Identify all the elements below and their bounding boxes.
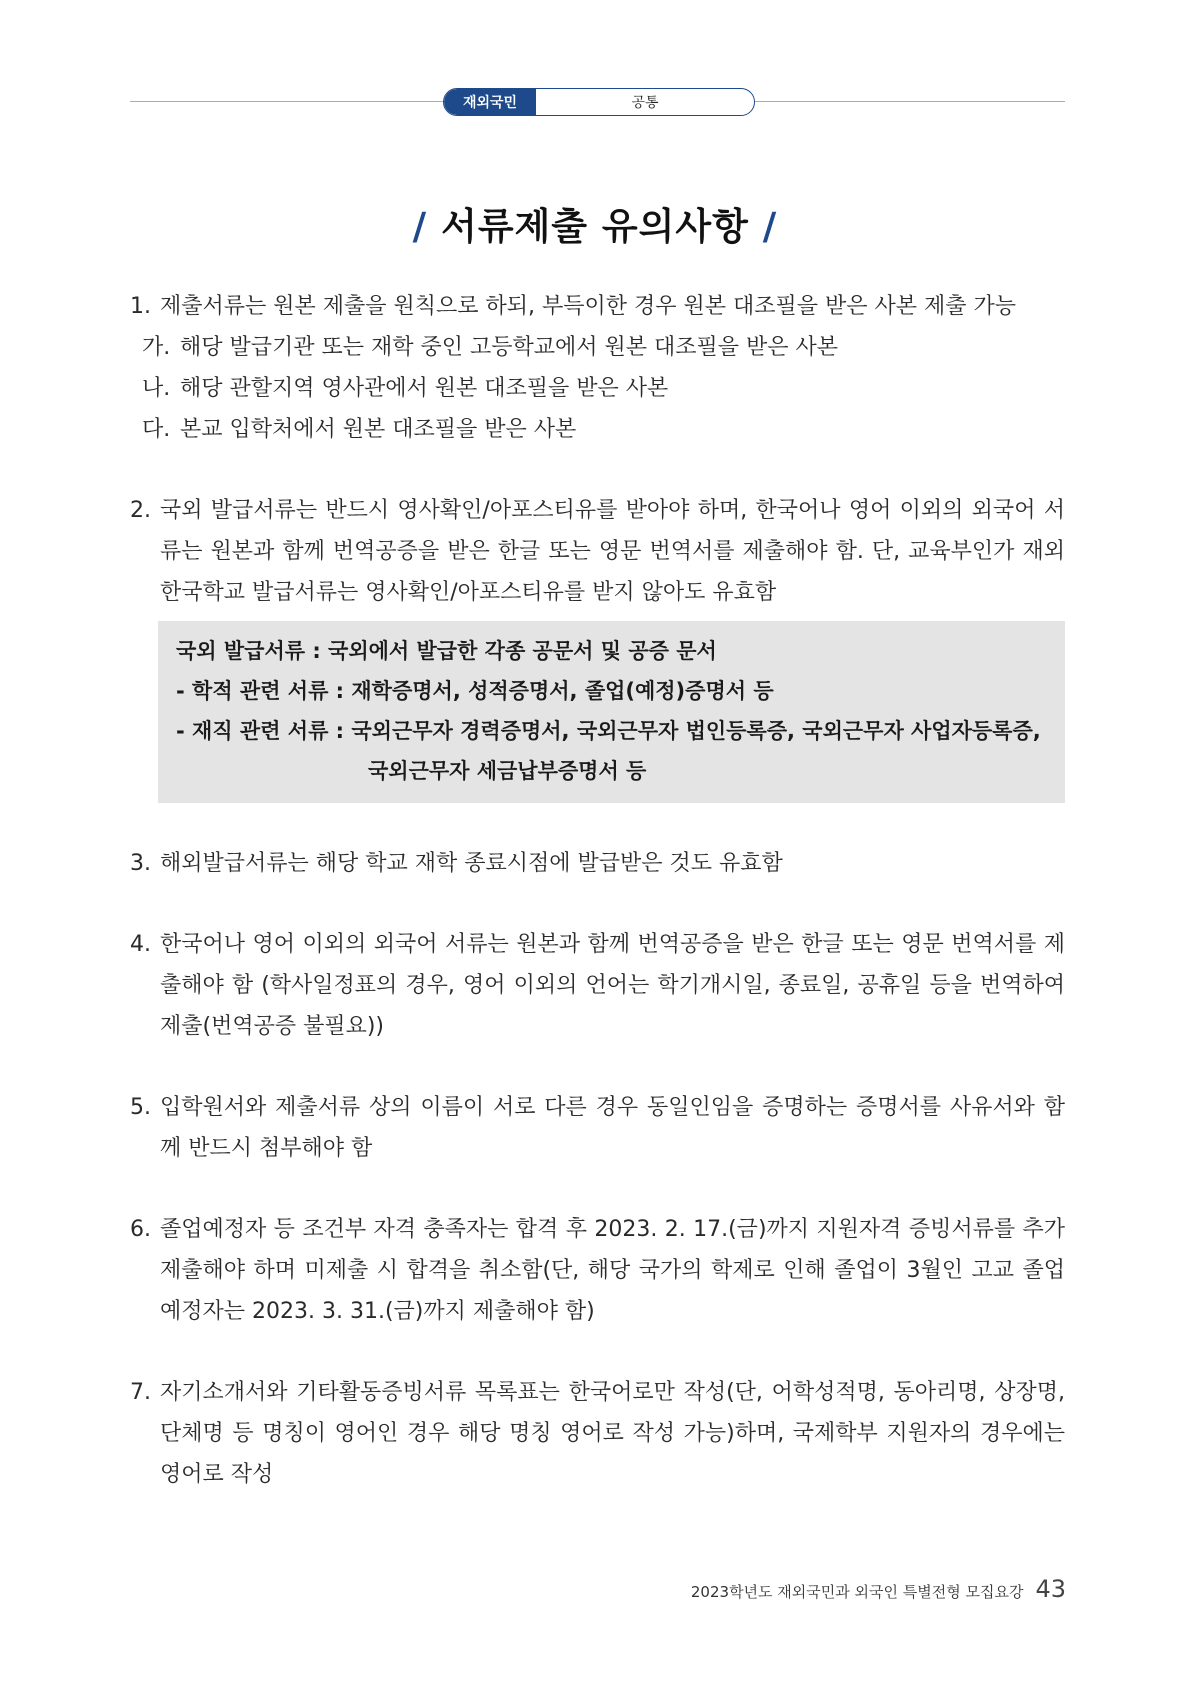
item-text: 해외발급서류는 해당 학교 재학 종료시점에 발급받은 것도 유효함 — [160, 851, 783, 876]
box-line-employment: - 재직 관련 서류 : 국외근무자 경력증명서, 국외근무자 법인등록증, 국외근무자 사업자등록증, — [176, 719, 1041, 743]
item-text: 자기소개서와 기타활동증빙서류 목록표는 한국어로만 작성(단, 어학성적명, 동아리명, 상장명, 단체명 등 명칭이 영어인 경우 해당 명칭 영어로 작성 가능)하며, 국제학부 지원자의 경우에는 영어로 작성 — [160, 1380, 1065, 1487]
item-text: 입학원서와 제출서류 상의 이름이 서로 다른 경우 동일인임을 증명하는 증명서를 사유서와 함께 반드시 첨부해야 함 — [160, 1095, 1065, 1161]
sub-item-number: 다. — [142, 417, 171, 442]
sub-item-number: 나. — [142, 376, 171, 401]
box-line-employment-cont: 국외근무자 세금납부증명서 등 — [368, 759, 647, 783]
item-text: 국외 발급서류는 반드시 영사확인/아포스티유를 받아야 하며, 한국어나 영어 이외의 외국어 서류는 원본과 함께 번역공증을 받은 한글 또는 영문 번역서를 제출해야 함. 단, 교육부인가 재외한국학교 발급서류는 영사확인/아포스티유를 받지 않아도 유효함 — [160, 498, 1065, 605]
box-line-academic: - 학적 관련 서류 : 재학증명서, 성적증명서, 졸업(예정)증명서 등 — [176, 679, 774, 703]
box-line-definition: 국외 발급서류 : 국외에서 발급한 각종 공문서 및 공증 문서 — [176, 639, 717, 663]
item-number: 1. — [130, 294, 151, 319]
notice-list — [130, 286, 1065, 1495]
item-number: 2. — [130, 498, 151, 523]
sub-item-ga — [130, 327, 1065, 368]
title-slash-left: / — [412, 205, 428, 248]
page-title — [0, 196, 1190, 250]
section-tag-category: 재외국민 — [444, 89, 536, 115]
notice-item-5 — [130, 1087, 1065, 1169]
section-tag — [443, 88, 755, 116]
section-header — [130, 86, 1065, 116]
page-number: 43 — [1035, 1575, 1066, 1603]
sub-item-number: 가. — [142, 335, 171, 360]
title-text: 서류제출 유의사항 — [441, 205, 749, 248]
notice-item-3 — [130, 843, 1065, 884]
item-number: 6. — [130, 1217, 151, 1242]
item-text: 한국어나 영어 이외의 외국어 서류는 원본과 함께 번역공증을 받은 한글 또는 영문 번역서를 제출해야 함 (학사일정표의 경우, 영어 이외의 언어는 학기개시일, 종료일, 공휴일 등을 번역하여 제출(번역공증 불필요)) — [160, 932, 1065, 1039]
sub-item-text: 해당 발급기관 또는 재학 중인 고등학교에서 원본 대조필을 받은 사본 — [180, 335, 838, 360]
foreign-documents-info-box — [158, 621, 1065, 803]
sub-item-text: 본교 입학처에서 원본 대조필을 받은 사본 — [180, 417, 577, 442]
item-number: 7. — [130, 1380, 151, 1405]
notice-item-7 — [130, 1372, 1065, 1495]
section-tag-scope: 공통 — [631, 95, 659, 111]
item-number: 5. — [130, 1095, 151, 1120]
item-number: 3. — [130, 851, 151, 876]
sub-item-na — [130, 368, 1065, 409]
notice-item-6 — [130, 1209, 1065, 1332]
notice-item-4 — [130, 924, 1065, 1047]
footer-text: 2023학년도 재외국민과 외국인 특별전형 모집요강 — [690, 1583, 1024, 1601]
sub-item-text: 해당 관할지역 영사관에서 원본 대조필을 받은 사본 — [180, 376, 669, 401]
notice-item-1 — [130, 286, 1065, 327]
item-text: 졸업예정자 등 조건부 자격 충족자는 합격 후 2023. 2. 17.(금)까지 지원자격 증빙서류를 추가 제출해야 하며 미제출 시 합격을 취소함(단, 해당 국가의 학제로 인해 졸업이 3월인 고교 졸업예정자는 2023. 3. 31.(금)까지 제출해야 함) — [160, 1217, 1065, 1324]
title-slash-right: / — [762, 205, 778, 248]
sub-item-da — [130, 409, 1065, 450]
page-footer — [691, 1575, 1066, 1603]
item-text: 제출서류는 원본 제출을 원칙으로 하되, 부득이한 경우 원본 대조필을 받은 사본 제출 가능 — [160, 294, 1016, 319]
notice-item-2 — [130, 490, 1065, 613]
item-number: 4. — [130, 932, 151, 957]
